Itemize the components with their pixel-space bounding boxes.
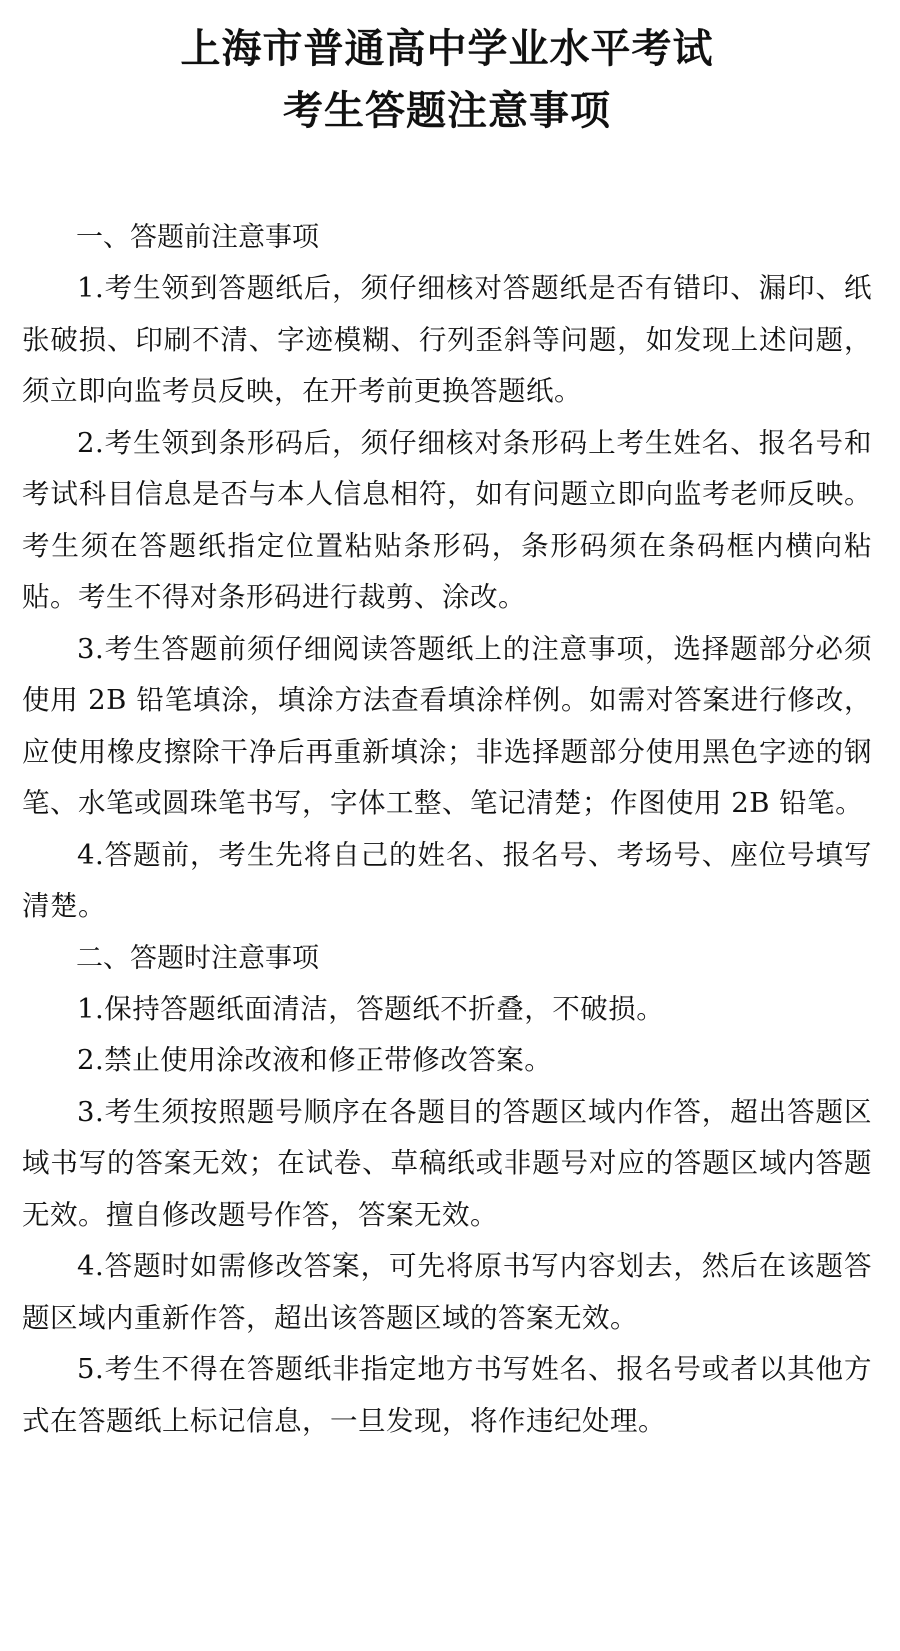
notice-item: 4.答题前，考生先将自己的姓名、报名号、考场号、座位号填写清楚。 [22,838,872,922]
notice-item: 1.保持答题纸面清洁，答题纸不折叠，不破损。 [77,992,665,1025]
section-heading: 一、答题前注意事项 [76,222,319,253]
notice-item: 3.考生答题前须仔细阅读答题纸上的注意事项，选择题部分必须使用 2B 铅笔填涂，填涂方法查看填涂样例。如需对答案进行修改，应使用橡皮擦除干净后再重新填涂；非选择题部分使用黑色字迹的钢笔、水笔或圆珠笔书写，字体工整、笔记清楚；作图使用 2B 铅笔。 [22,632,872,819]
section-heading: 二、答题时注意事项 [76,942,319,974]
notice-item: 4.答题时如需修改答案，可先将原书写内容划去，然后在该题答题区域内重新作答，超出该答题区域的答案无效。 [22,1250,872,1334]
document-subtitle: 考生答题注意事项 [283,87,611,134]
notice-item: 2.考生领到条形码后，须仔细核对条形码上考生姓名、报名号和考试科目信息是否与本人信息相符，如有问题立即向监考老师反映。考生须在答题纸指定位置粘贴条形码，条形码须在条码框内横向粘贴。考生不得对条形码进行裁剪、涂改。 [22,426,872,613]
section-while-answering [22,933,872,1448]
document-title: 上海市普通高中学业水平考试 [180,25,714,72]
notice-item: 2.禁止使用涂改液和修正带修改答案。 [77,1044,553,1076]
section-before-answering [22,212,872,933]
notice-item: 1.考生领到答题纸后，须仔细核对答题纸是否有错印、漏印、纸张破损、印刷不清、字迹模糊、行列歪斜等问题，如发现上述问题，须立即向监考员反映，在开考前更换答题纸。 [22,272,872,407]
notice-item: 3.考生须按照题号顺序在各题目的答题区域内作答，超出答题区域书写的答案无效；在试卷、草稿纸或非题号对应的答题区域内答题无效。擅自修改题号作答，答案无效。 [22,1095,872,1231]
notice-item: 5.考生不得在答题纸非指定地方书写姓名、报名号或者以其他方式在答题纸上标记信息，一旦发现，将作违纪处理。 [22,1353,872,1437]
title-block [22,18,872,142]
